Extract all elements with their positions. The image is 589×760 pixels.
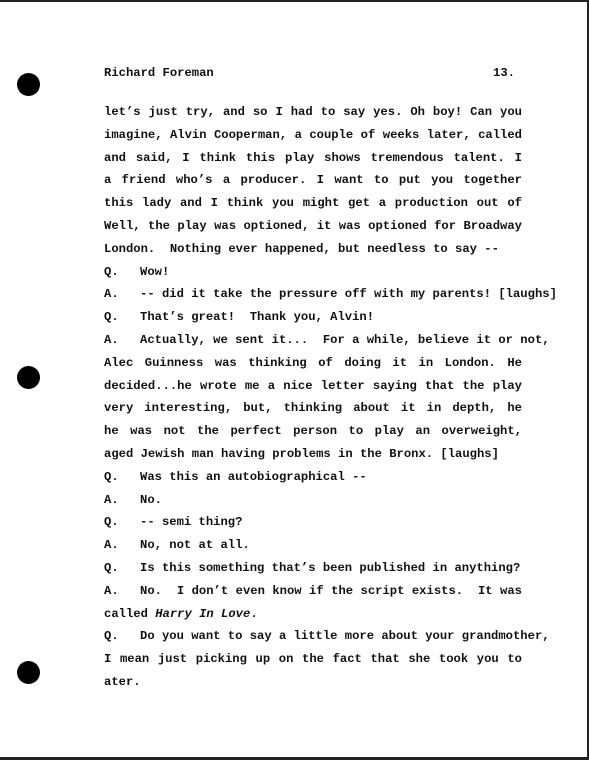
text-line: and said, I think this play shows tremendous talent. I bbox=[104, 150, 522, 165]
qa-text: No. bbox=[140, 492, 162, 507]
speaker-label: Q. bbox=[104, 515, 119, 530]
qa-line bbox=[104, 625, 550, 648]
qa-text: No, not at all. bbox=[140, 538, 250, 553]
qa-text: Was this an autobiographical -- bbox=[140, 469, 367, 484]
qa-line bbox=[104, 557, 522, 580]
qa-text: Is this something that’s been published in anything? bbox=[140, 560, 521, 575]
speaker-label: Q. bbox=[104, 629, 119, 644]
speaker-label: Q. bbox=[104, 310, 119, 325]
speaker-label: Q. bbox=[104, 560, 119, 575]
qa-line bbox=[104, 511, 522, 534]
speaker-label: A. bbox=[104, 287, 119, 302]
qa-text: Actually, we sent it... For a while, believe it or not, bbox=[140, 332, 550, 347]
qa-text: Wow! bbox=[140, 264, 170, 279]
text-line: ater. bbox=[104, 674, 141, 689]
running-header-name: Richard Foreman bbox=[104, 66, 214, 80]
qa-text: -- did it take the pressure off with my parents! [laughs] bbox=[140, 287, 557, 302]
qa-line bbox=[104, 580, 522, 603]
qa-text: No. I don’t even know if the script exists. It was bbox=[140, 583, 522, 598]
qa-line bbox=[104, 329, 550, 352]
text-line-with-title bbox=[104, 603, 522, 626]
qa-line bbox=[104, 306, 522, 329]
qa-text: Do you want to say a little more about your grandmother, bbox=[140, 629, 550, 644]
text-line: aged Jewish man having problems in the Bronx. [laughs] bbox=[104, 446, 499, 461]
speaker-label: A. bbox=[104, 332, 119, 347]
binder-hole-top bbox=[17, 73, 40, 96]
qa-text: -- semi thing? bbox=[140, 515, 243, 530]
qa-line bbox=[104, 466, 522, 489]
binder-hole-bottom bbox=[17, 661, 40, 684]
called-suffix: . bbox=[250, 606, 258, 621]
play-title: Harry In Love bbox=[155, 606, 251, 621]
speaker-label: A. bbox=[104, 538, 119, 553]
speaker-label: A. bbox=[104, 492, 119, 507]
qa-line bbox=[104, 261, 522, 284]
text-line: decided...he wrote me a nice letter saying that the play bbox=[104, 378, 522, 393]
text-line: a friend who’s a producer. I want to put you together bbox=[104, 173, 522, 188]
page-number: 13. bbox=[493, 66, 515, 80]
text-line: this lady and I think you might get a production out of bbox=[104, 196, 522, 211]
text-line: very interesting, but, thinking about it in depth, he bbox=[104, 401, 522, 416]
qa-text: That’s great! Thank you, Alvin! bbox=[140, 310, 375, 325]
binder-hole-middle bbox=[17, 366, 40, 389]
speaker-label: A. bbox=[104, 583, 119, 598]
qa-line bbox=[104, 489, 522, 512]
text-line: I mean just picking up on the fact that she took you to bbox=[104, 652, 522, 667]
text-line: imagine, Alvin Cooperman, a couple of weeks later, called bbox=[104, 127, 522, 142]
text-line: London. Nothing ever happened, but needless to say -- bbox=[104, 241, 499, 256]
qa-line bbox=[104, 283, 557, 306]
text-line: Well, the play was optioned, it was optioned for Broadway bbox=[104, 218, 522, 233]
transcript-body bbox=[104, 101, 557, 694]
text-line: he was not the perfect person to play an overweight, bbox=[104, 424, 522, 439]
page-edge-top bbox=[0, 0, 589, 2]
speaker-label: Q. bbox=[104, 469, 119, 484]
text-line: Alec Guinness was thinking of doing it in London. He bbox=[104, 355, 522, 370]
called-prefix: called bbox=[104, 606, 156, 621]
qa-line bbox=[104, 534, 522, 557]
speaker-label: Q. bbox=[104, 264, 119, 279]
text-line: let’s just try, and so I had to say yes. Oh boy! Can you bbox=[104, 105, 522, 119]
